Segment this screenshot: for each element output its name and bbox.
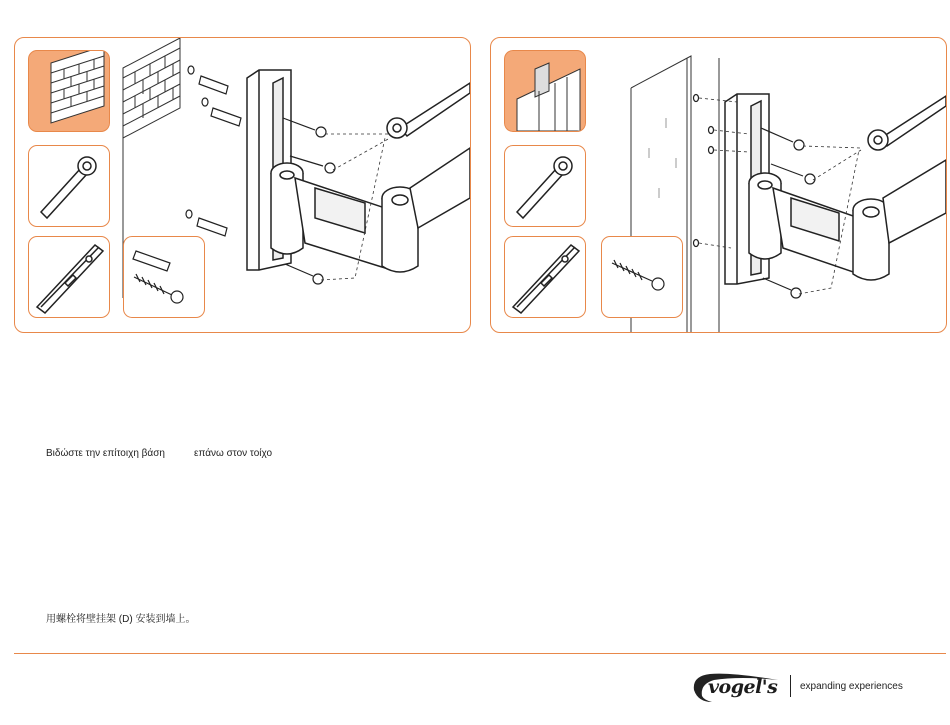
brick-icon — [29, 51, 109, 131]
wrench-thumbnail — [28, 145, 110, 227]
plug-bolt-thumbnail — [123, 236, 205, 318]
spirit-level-icon — [505, 237, 585, 317]
arm-drawing — [271, 148, 470, 272]
footer-divider — [14, 653, 946, 654]
wrench-icon — [505, 146, 585, 226]
drywall-icon — [505, 51, 585, 131]
greek-caption-part2: επάνω στον τοίχο — [194, 448, 273, 459]
brick-wall-installation-panel — [14, 37, 471, 333]
spirit-level-icon — [29, 237, 109, 317]
bolt-icon — [602, 237, 682, 317]
brick-wall-thumbnail — [28, 50, 110, 132]
wrench-thumbnail-right — [504, 145, 586, 227]
arm-drawing-right — [749, 160, 946, 280]
drywall-installation-panel — [490, 37, 947, 333]
brand-divider — [790, 675, 791, 697]
chinese-caption: 用螺栓将壁挂架 (D) 安装到墙上。 — [46, 614, 196, 625]
socket-wrench-drawing-right — [868, 96, 946, 150]
brand-name: vogel's — [708, 676, 778, 698]
plug-and-bolt-icon — [124, 237, 204, 317]
socket-wrench-drawing — [387, 83, 470, 138]
greek-caption-part1: Βιδώστε την επίτοιχη βάση — [46, 448, 165, 459]
level-thumbnail-right — [504, 236, 586, 318]
bolt-thumbnail — [601, 236, 683, 318]
level-thumbnail — [28, 236, 110, 318]
wrench-icon — [29, 146, 109, 226]
drywall-thumbnail — [504, 50, 586, 132]
brand-tagline: expanding experiences — [800, 681, 903, 692]
